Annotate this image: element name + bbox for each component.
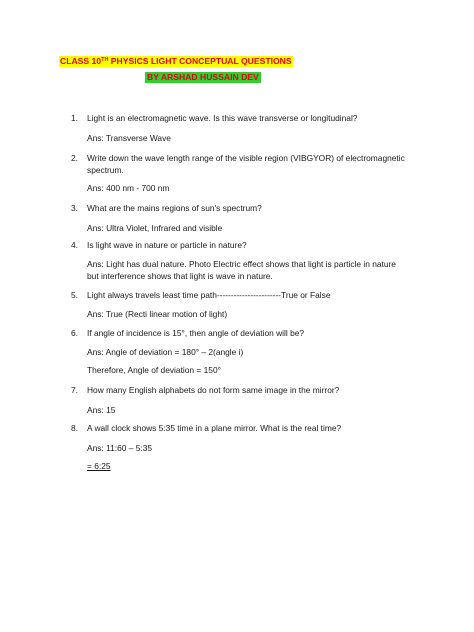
question-number: 1.	[71, 113, 78, 123]
question-number: 7.	[71, 385, 78, 395]
title-prefix: CLASS 10	[60, 56, 102, 66]
question-text: How many English alphabets do not form same image in the mirror?	[87, 385, 340, 395]
answer-text: Ans: Ultra Violet, Infrared and visible	[87, 223, 223, 233]
answer-text: Ans: Light has dual nature. Photo Electric effect shows that light is particle in nature but interference shows that light is wave in nature.	[87, 259, 396, 281]
question-number: 5.	[71, 290, 78, 300]
title-suffix: PHYSICS LIGHT CONCEPTUAL QUESTIONS	[108, 56, 292, 66]
document-title	[59, 56, 293, 67]
final-answer: = 6:25	[87, 461, 111, 471]
answer-text: Ans: Angle of deviation = 180° – 2(angle i)	[87, 347, 244, 357]
question-text: If angle of incidence is 15°, then angle of deviation will be?	[87, 328, 305, 338]
answer-text: Ans: 15	[87, 405, 116, 415]
question-text: Is light wave in nature or particle in nature?	[87, 240, 247, 250]
answer-text: Therefore, Angle of deviation = 150°	[87, 365, 221, 375]
answer-text: Ans: Transverse Wave	[87, 133, 171, 143]
question-text: What are the mains regions of sun's spectrum?	[87, 203, 262, 213]
document-author: BY ARSHAD HUSSAIN DEV	[147, 72, 259, 82]
question-text: Light is an electromagnetic wave. Is this wave transverse or longitudinal?	[87, 113, 358, 123]
title-superscript: TH	[101, 57, 109, 63]
answer-text: Ans: 11:60 – 5:35	[87, 443, 153, 453]
question-text: Light always travels least time path-----------------------True or False	[87, 290, 331, 300]
question-number: 3.	[71, 203, 78, 213]
answer-text: Ans: 400 nm - 700 nm	[87, 183, 170, 193]
question-number: 8.	[71, 423, 78, 433]
answer-text: Ans: True (Recti linear motion of light)	[87, 309, 228, 319]
question-text: Write down the wave length range of the visible region (VIBGYOR) of electromagnetic spectrum.	[87, 153, 405, 175]
question-number: 2.	[71, 153, 78, 163]
question-number: 4.	[71, 240, 78, 250]
question-text: A wall clock shows 5:35 time in a plane mirror. What is the real time?	[87, 423, 342, 433]
question-number: 6.	[71, 328, 78, 338]
